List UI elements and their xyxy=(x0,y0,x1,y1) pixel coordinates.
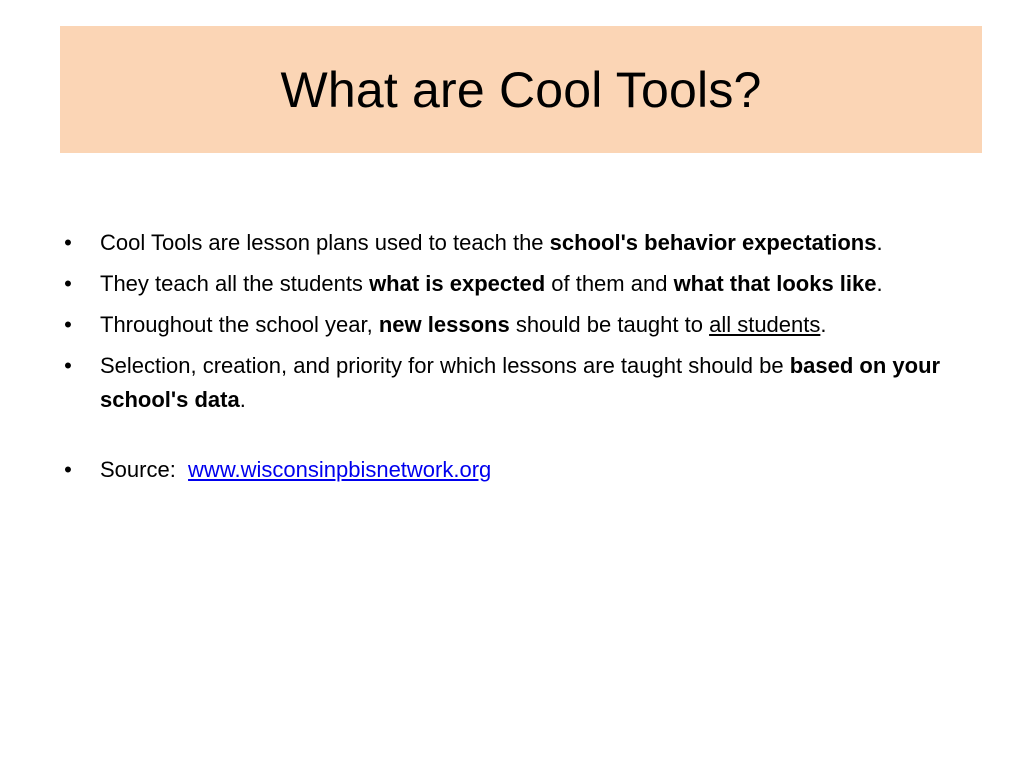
bullet-text: Throughout the school year, xyxy=(100,312,379,337)
bold-phrase: based on your school's data xyxy=(100,353,941,412)
bullet-text: Cool Tools are lesson plans used to teach the xyxy=(100,230,550,255)
bold-phrase: what that looks like xyxy=(673,271,877,296)
bullet-item-3 xyxy=(58,308,968,342)
underlined-phrase: all students xyxy=(709,312,821,337)
bullet-icon: • xyxy=(64,457,72,482)
bullet-text: . xyxy=(876,271,883,296)
bullet-icon: • xyxy=(64,271,72,296)
source-link[interactable]: www.wisconsinpbisnetwork.org xyxy=(188,457,492,482)
bullet-icon: • xyxy=(64,353,72,378)
bullet-item-source xyxy=(58,453,968,487)
bullet-list xyxy=(58,226,968,494)
bullet-text: should be taught to xyxy=(509,312,710,337)
bullet-text: . xyxy=(239,387,246,412)
source-label: Source: xyxy=(100,457,189,482)
bullet-text: of them and xyxy=(545,271,674,296)
slide-title: What are Cool Tools? xyxy=(280,61,762,118)
bullet-icon: • xyxy=(64,312,72,337)
bold-phrase: new lessons xyxy=(378,312,510,337)
bullet-item-2 xyxy=(58,267,968,301)
title-banner xyxy=(60,26,982,153)
bold-phrase: what is expected xyxy=(369,271,546,296)
bullet-item-1 xyxy=(58,226,968,260)
bullet-text: They teach all the students xyxy=(100,271,370,296)
bold-phrase: school's behavior expectations xyxy=(549,230,877,255)
bullet-text: . xyxy=(876,230,883,255)
bullet-text: Selection, creation, and priority for which lessons are taught should be xyxy=(100,353,790,378)
bullet-text: . xyxy=(820,312,827,337)
bullet-item-4 xyxy=(58,349,968,417)
bullet-icon: • xyxy=(64,230,72,255)
